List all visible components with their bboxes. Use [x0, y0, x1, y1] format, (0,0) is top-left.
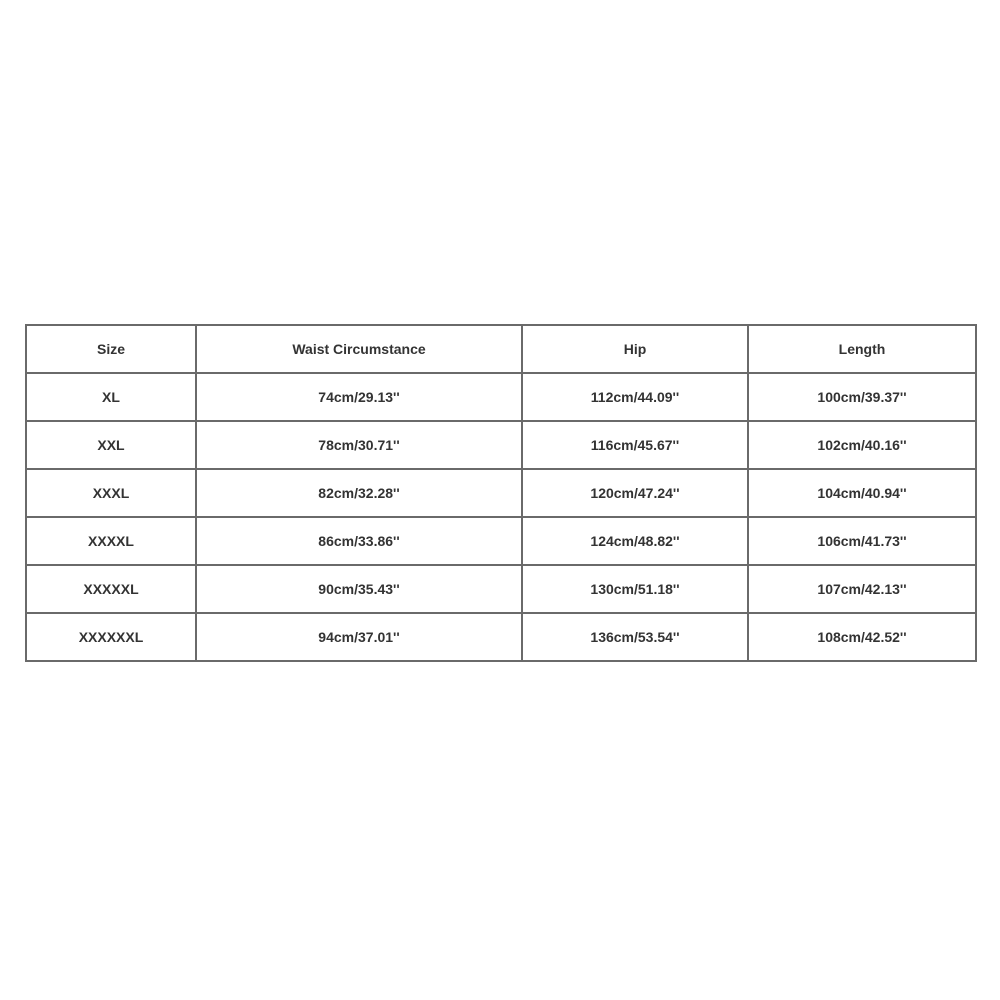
cell-hip: 124cm/48.82''	[522, 517, 748, 565]
cell-waist: 90cm/35.43''	[196, 565, 522, 613]
cell-hip: 130cm/51.18''	[522, 565, 748, 613]
cell-waist: 74cm/29.13''	[196, 373, 522, 421]
cell-size: XL	[26, 373, 196, 421]
table-row	[26, 469, 976, 517]
header-hip: Hip	[522, 325, 748, 373]
cell-size: XXXL	[26, 469, 196, 517]
header-size: Size	[26, 325, 196, 373]
header-length: Length	[748, 325, 976, 373]
cell-length: 107cm/42.13''	[748, 565, 976, 613]
cell-hip: 136cm/53.54''	[522, 613, 748, 661]
cell-size: XXL	[26, 421, 196, 469]
table-row	[26, 613, 976, 661]
header-row	[26, 325, 976, 373]
cell-length: 104cm/40.94''	[748, 469, 976, 517]
cell-length: 106cm/41.73''	[748, 517, 976, 565]
cell-waist: 94cm/37.01''	[196, 613, 522, 661]
cell-hip: 112cm/44.09''	[522, 373, 748, 421]
table-row	[26, 421, 976, 469]
header-waist: Waist Circumstance	[196, 325, 522, 373]
cell-hip: 116cm/45.67''	[522, 421, 748, 469]
cell-waist: 86cm/33.86''	[196, 517, 522, 565]
size-chart-table	[25, 324, 977, 662]
cell-waist: 82cm/32.28''	[196, 469, 522, 517]
cell-waist: 78cm/30.71''	[196, 421, 522, 469]
table-row	[26, 373, 976, 421]
table-row	[26, 517, 976, 565]
table-row	[26, 565, 976, 613]
cell-length: 102cm/40.16''	[748, 421, 976, 469]
cell-size: XXXXXXL	[26, 613, 196, 661]
cell-size: XXXXL	[26, 517, 196, 565]
cell-hip: 120cm/47.24''	[522, 469, 748, 517]
cell-length: 108cm/42.52''	[748, 613, 976, 661]
cell-length: 100cm/39.37''	[748, 373, 976, 421]
cell-size: XXXXXL	[26, 565, 196, 613]
